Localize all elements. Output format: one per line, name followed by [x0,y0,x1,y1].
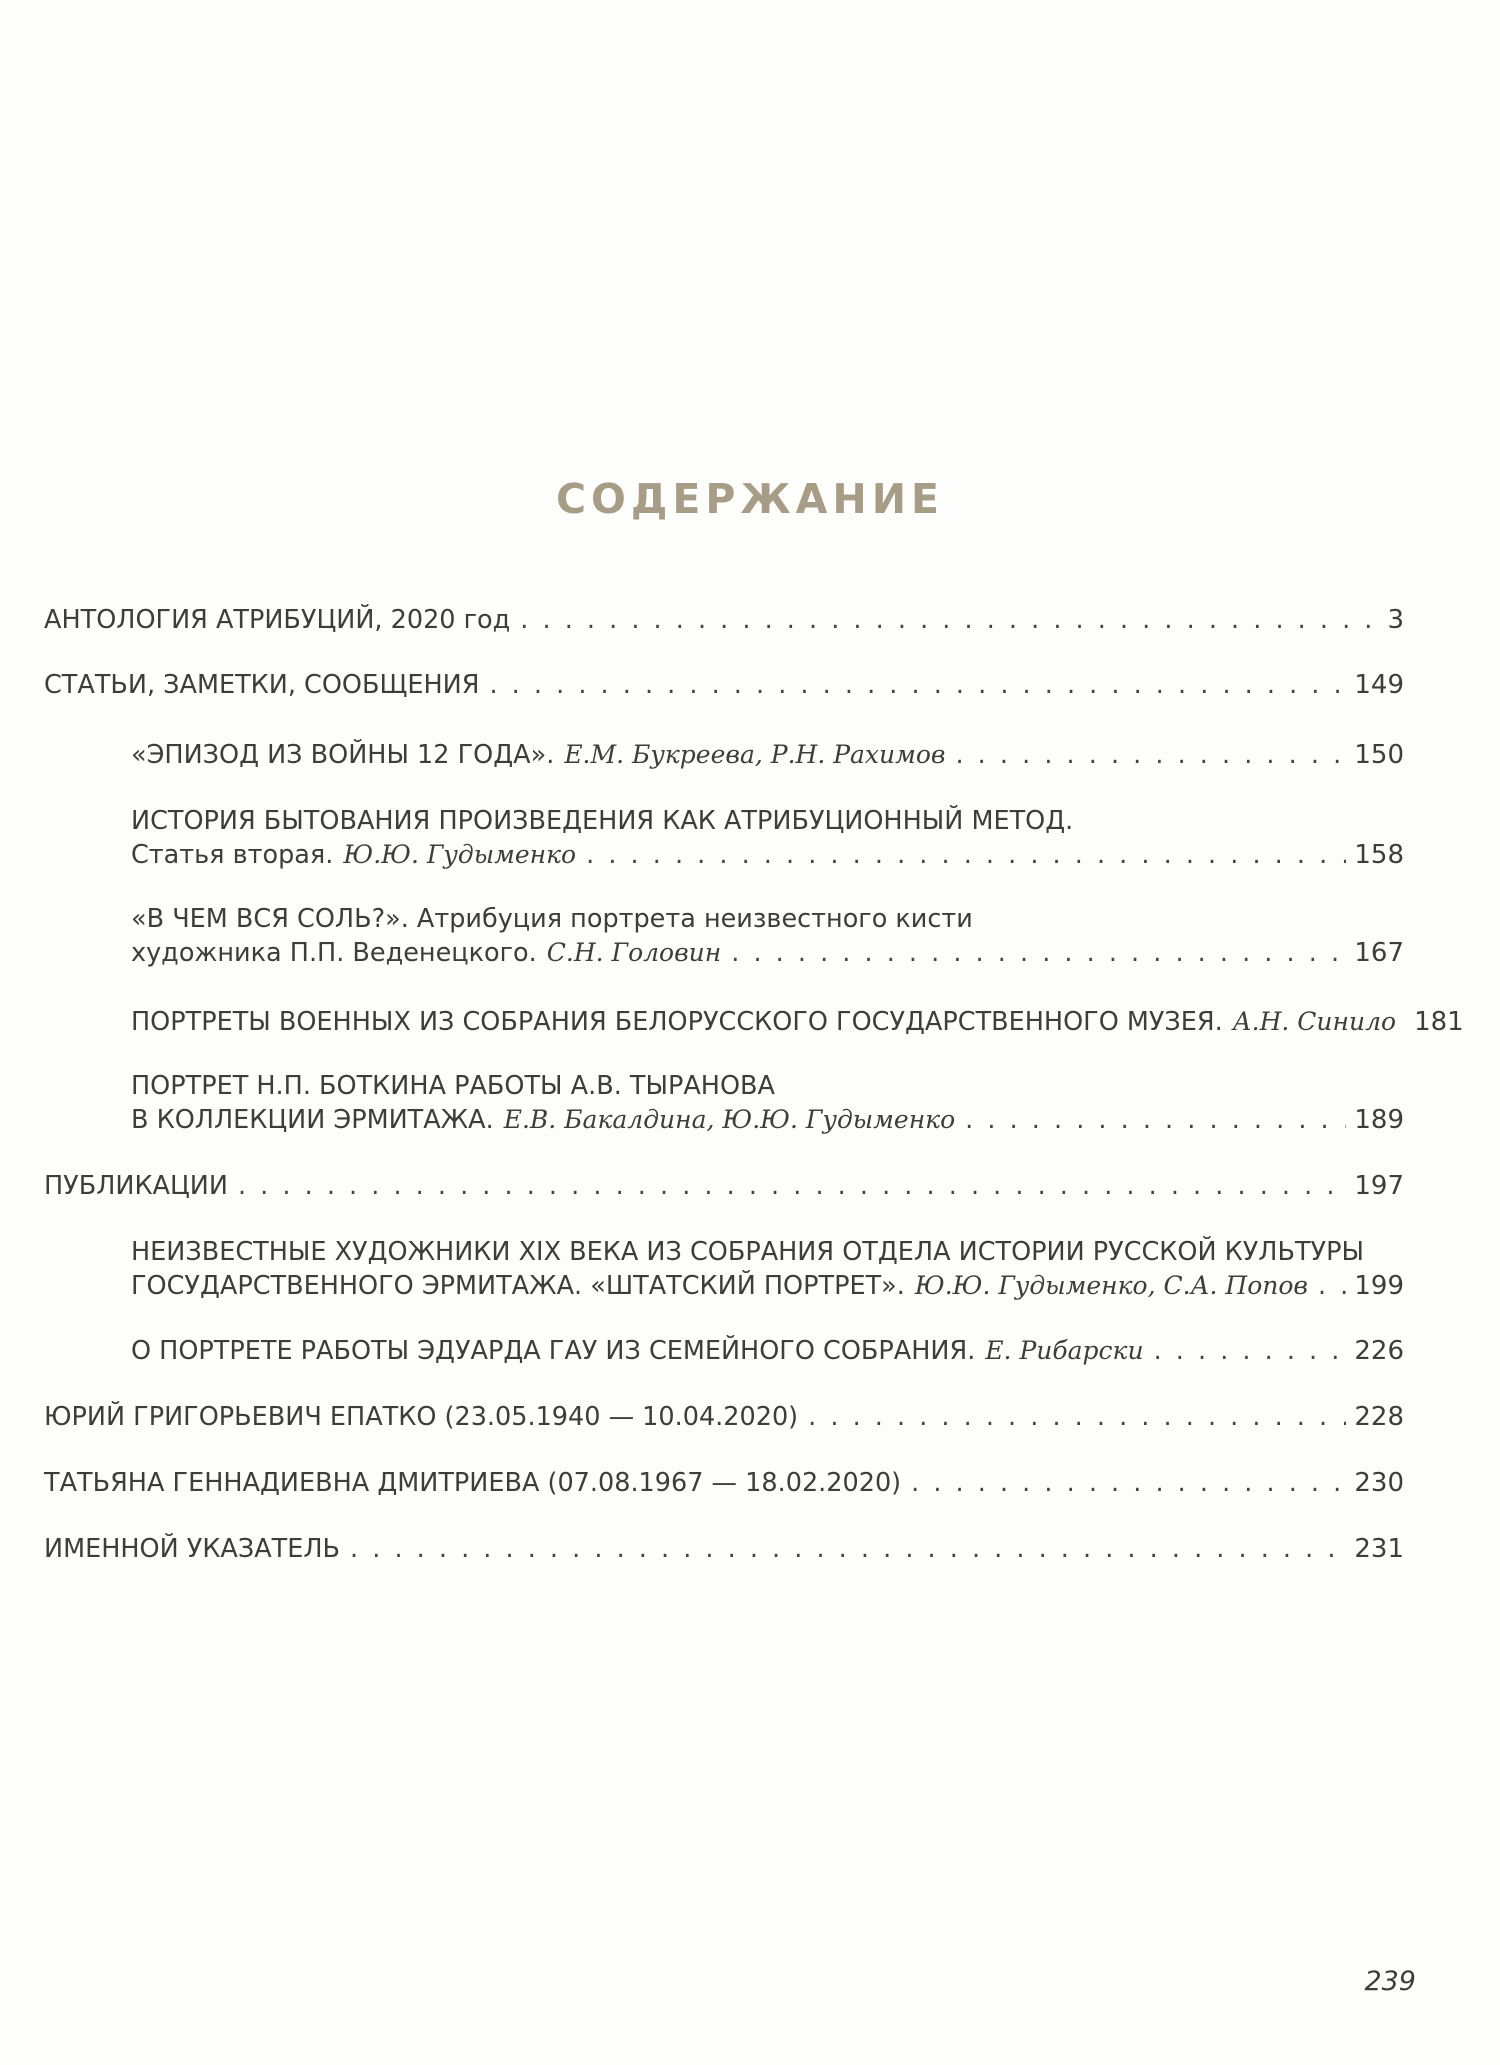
toc-entry-title: ПОРТРЕТ Н.П. БОТКИНА РАБОТЫ А.В. ТЫРАНОВА [131,1071,775,1101]
toc-entry-author: Ю.Ю. Гудыменко, С.А. Попов [914,1271,1308,1300]
dot-leader [808,1401,1346,1434]
toc-entry-page: 228 [1354,1402,1404,1432]
toc-entry-title-cont: В КОЛЛЕКЦИИ ЭРМИТАЖА. [131,1105,494,1135]
toc-entry-author: Е.М. Букреева, Р.Н. Рахимов [564,740,946,769]
toc-entry-page: 3 [1387,605,1404,635]
toc-entry-page: 197 [1354,1171,1404,1201]
toc-entry-title: ЮРИЙ ГРИГОРЬЕВИЧ ЕПАТКО (23.05.1940 — 10.04.2020) [44,1402,799,1432]
dot-leader [1318,1270,1346,1303]
toc-entry[interactable] [131,738,1404,772]
toc-entry[interactable] [131,1236,1404,1303]
toc-entry-title: АНТОЛОГИЯ АТРИБУЦИЙ, 2020 год [44,605,511,635]
toc-entry-author: Е. Рибарски [985,1336,1144,1365]
toc-entry-page: 230 [1354,1468,1404,1498]
toc-entry-author: Е.В. Бакалдина, Ю.Ю. Гудыменко [503,1105,956,1134]
toc-entry[interactable] [131,1070,1404,1137]
toc-entry-page: 181 [1414,1007,1464,1037]
dot-leader [911,1467,1346,1500]
dot-leader [586,839,1346,872]
toc-entry-title: СТАТЬИ, ЗАМЕТКИ, СООБЩЕНИЯ [44,670,480,700]
toc-entry-title-cont: художника П.П. Веденецкого. [131,938,537,968]
toc-entry-title-cont: Статья вторая. [131,840,334,870]
toc-entry-page: 158 [1354,840,1404,870]
toc-entry-title-cont: ГОСУДАРСТВЕННОГО ЭРМИТАЖА. «ШТАТСКИЙ ПОРТРЕТ». [131,1271,905,1301]
toc-entry[interactable] [44,604,1404,637]
dot-leader [350,1533,1346,1566]
toc-entry-page: 150 [1354,740,1404,770]
toc-entry-title: ТАТЬЯНА ГЕННАДИЕВНА ДМИТРИЕВА (07.08.1967 — 18.02.2020) [44,1468,902,1498]
toc-entry-page: 231 [1354,1534,1404,1564]
toc-entry-page: 226 [1354,1336,1404,1366]
toc-entry[interactable] [44,1533,1404,1566]
toc-entry[interactable] [131,1334,1404,1368]
dot-leader [965,1104,1346,1137]
dot-leader [520,604,1379,637]
toc-entry-title: НЕИЗВЕСТНЫЕ ХУДОЖНИКИ XIX ВЕКА ИЗ СОБРАНИЯ ОТДЕЛА ИСТОРИИ РУССКОЙ КУЛЬТУРЫ [131,1237,1364,1267]
dot-leader [731,937,1346,970]
toc-entry[interactable] [44,1401,1404,1434]
toc-entry-author: А.Н. Синило [1232,1007,1397,1036]
page-number: 239 [1364,1966,1416,1997]
toc-entry-page: 189 [1354,1105,1404,1135]
toc-title: СОДЕРЖАНИЕ [555,475,945,523]
toc-entry-title: ИМЕННОЙ УКАЗАТЕЛЬ [44,1534,341,1564]
toc-entry-title: ПОРТРЕТЫ ВОЕННЫХ ИЗ СОБРАНИЯ БЕЛОРУССКОГО ГОСУДАРСТВЕННОГО МУЗЕЯ. [131,1007,1223,1037]
toc-entry-title: ПУБЛИКАЦИИ [44,1171,228,1201]
toc-entry[interactable] [131,903,1404,970]
dot-leader [955,739,1346,772]
toc-entry-page: 149 [1354,670,1404,700]
toc-entry-title: «ЭПИЗОД ИЗ ВОЙНЫ 12 ГОДА». [131,740,555,770]
toc-entry-author: Ю.Ю. Гудыменко [343,840,577,869]
toc-entry-title: ИСТОРИЯ БЫТОВАНИЯ ПРОИЗВЕДЕНИЯ КАК АТРИБУЦИОННЫЙ МЕТОД. [131,806,1074,836]
dot-leader [1154,1335,1347,1368]
toc-entry-title: «В ЧЕМ ВСЯ СОЛЬ?». Атрибуция портрета неизвестного кисти [131,904,973,934]
toc-entry[interactable] [44,1467,1404,1500]
toc-entry-page: 167 [1354,938,1404,968]
toc-entry[interactable] [44,1170,1404,1203]
toc-entry[interactable] [131,805,1404,872]
toc-entry-page: 199 [1354,1271,1404,1301]
dot-leader [489,669,1346,702]
toc-entry[interactable] [131,1005,1464,1039]
toc-entry-author: С.Н. Головин [546,938,722,967]
dot-leader [238,1170,1346,1203]
toc-entry[interactable] [44,669,1404,702]
toc-entry-title: О ПОРТРЕТЕ РАБОТЫ ЭДУАРДА ГАУ ИЗ СЕМЕЙНОГО СОБРАНИЯ. [131,1336,976,1366]
